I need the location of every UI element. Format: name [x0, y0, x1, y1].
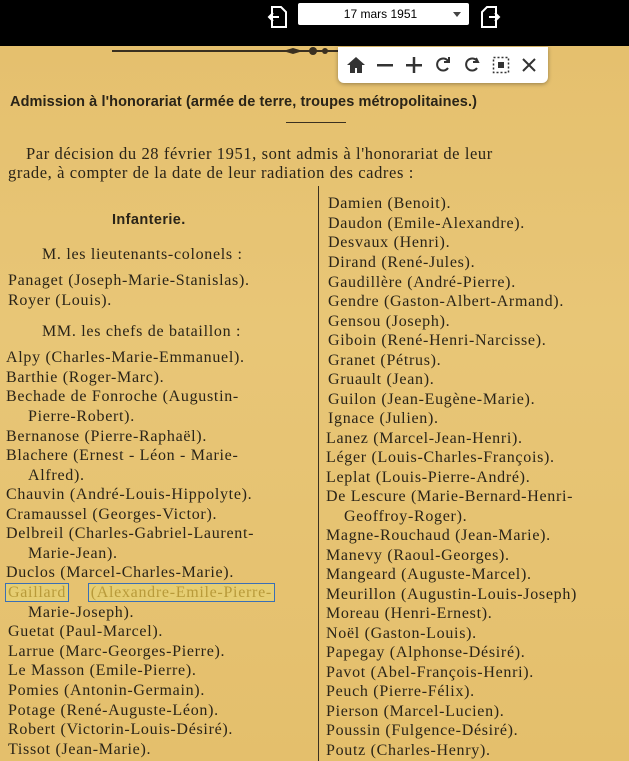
list-item: Lanez (Marcel-Jean-Henri). [326, 430, 523, 447]
fit-screen-icon[interactable] [489, 53, 513, 77]
close-icon[interactable] [517, 53, 541, 77]
list-item: Robert (Victorin-Louis-Désiré). [8, 721, 234, 738]
intro-line: grade, à compter de la date de leur radiation des cadres : [8, 163, 414, 182]
column-divider [318, 186, 319, 761]
decorative-ornament [283, 46, 333, 56]
list-item: Tissot (Jean-Marie). [8, 741, 152, 758]
list-item: Chauvin (André-Louis-Hippolyte). [6, 486, 253, 503]
section-heading: Infanterie. [112, 212, 186, 228]
list-item: Leplat (Louis-Pierre-André). [326, 469, 531, 486]
viewer-toolbar [338, 47, 548, 83]
subsection-heading: M. les lieutenants-colonels : [42, 246, 243, 263]
next-page-icon[interactable] [478, 4, 504, 30]
list-item: Bernanose (Pierre-Raphaël). [6, 428, 208, 445]
article-intro [8, 144, 624, 182]
list-item: Dirand (René-Jules). [328, 254, 476, 271]
list-item: Guilon (Jean-Eugène-Marie). [328, 391, 536, 408]
date-select[interactable] [298, 3, 469, 25]
list-item: Panaget (Joseph-Marie-Stanislas). [8, 272, 250, 289]
list-item: Bechade de Fonroche (Augustin- [6, 388, 239, 405]
list-item: Royer (Louis). [8, 292, 113, 309]
list-item: Mangeard (Auguste-Marcel). [326, 566, 532, 583]
list-item: Léger (Louis-Charles-François). [326, 449, 555, 466]
article-title: Admission à l'honorariat (armée de terre, troupes métropolitaines.) [10, 94, 478, 110]
highlighted-entry[interactable] [6, 583, 274, 602]
list-item: Gruault (Jean). [328, 371, 435, 388]
list-item: Pavot (Abel-François-Henri). [326, 664, 534, 681]
top-navigation-bar [0, 0, 629, 46]
list-item: Moreau (Henri-Ernest). [326, 605, 493, 622]
intro-line: Par décision du 28 février 1951, sont admis à l'honorariat de leur [26, 144, 493, 163]
list-item: Delbreil (Charles-Gabriel-Laurent- [6, 525, 255, 542]
list-item: Poutz (Charles-Henry). [326, 742, 491, 759]
list-item: Noël (Gaston-Louis). [326, 625, 477, 642]
list-item: Barthie (Roger-Marc). [6, 369, 165, 386]
list-item: Geoffroy-Roger). [344, 508, 468, 525]
list-item: Marie-Jean). [28, 545, 118, 562]
rotate-right-icon[interactable] [460, 53, 484, 77]
date-value: 17 mars 1951 [343, 7, 418, 21]
list-item: Alpy (Charles-Marie-Emmanuel). [6, 349, 245, 366]
list-item: Peuch (Pierre-Félix). [326, 683, 475, 700]
zoom-out-icon[interactable] [373, 53, 397, 77]
list-item: Giboin (René-Henri-Narcisse). [328, 332, 547, 349]
list-item: Manevy (Raoul-Georges). [326, 547, 510, 564]
previous-page-icon[interactable] [264, 4, 290, 30]
list-item: Alfred). [28, 467, 85, 484]
list-item: Blachere (Ernest - Léon - Marie- [6, 447, 239, 464]
list-item: Pomies (Antonin-Germain). [8, 682, 206, 699]
list-item: De Lescure (Marie-Bernard-Henri- [326, 488, 574, 505]
list-item: Poussin (Fulgence-Désiré). [326, 722, 519, 739]
list-item: Daudon (Emile-Alexandre). [328, 215, 525, 232]
list-item: Larrue (Marc-Georges-Pierre). [8, 643, 226, 660]
chevron-down-icon [453, 12, 461, 17]
list-item: Pierson (Marcel-Lucien). [326, 703, 505, 720]
search-highlight[interactable]: Gaillard [8, 584, 67, 601]
rotate-left-icon[interactable] [431, 53, 455, 77]
list-item: Gensou (Joseph). [328, 313, 451, 330]
list-item: Potage (René-Auguste-Léon). [8, 702, 219, 719]
title-underline [286, 122, 346, 123]
list-item: Magne-Rouchaud (Jean-Marie). [326, 527, 551, 544]
list-item: Marie-Joseph). [28, 604, 135, 621]
list-item: Gaudillère (André-Pierre). [328, 274, 516, 291]
list-item: Meurillon (Augustin-Louis-Joseph) [326, 586, 578, 603]
list-item: Guetat (Paul-Marcel). [8, 623, 164, 640]
list-item: Pierre-Robert). [28, 408, 135, 425]
list-item: Damien (Benoit). [328, 195, 452, 212]
list-item: Duclos (Marcel-Charles-Marie). [6, 564, 235, 581]
list-item: Gendre (Gaston-Albert-Armand). [328, 293, 565, 310]
list-item: Papegay (Alphonse-Désiré). [326, 644, 526, 661]
list-item: Granet (Pétrus). [328, 352, 442, 369]
subsection-heading: MM. les chefs de bataillon : [42, 323, 242, 340]
home-icon[interactable] [344, 53, 368, 77]
newspaper-page[interactable] [0, 46, 629, 761]
list-item: Desvaux (Henri). [328, 234, 451, 251]
list-item: Le Masson (Emile-Pierre). [8, 662, 197, 679]
list-item: Cramaussel (Georges-Victor). [6, 506, 218, 523]
search-highlight[interactable]: (Alexandre-Emile-Pierre- [90, 584, 272, 601]
zoom-in-icon[interactable] [402, 53, 426, 77]
list-item: Ignace (Julien). [328, 410, 439, 427]
